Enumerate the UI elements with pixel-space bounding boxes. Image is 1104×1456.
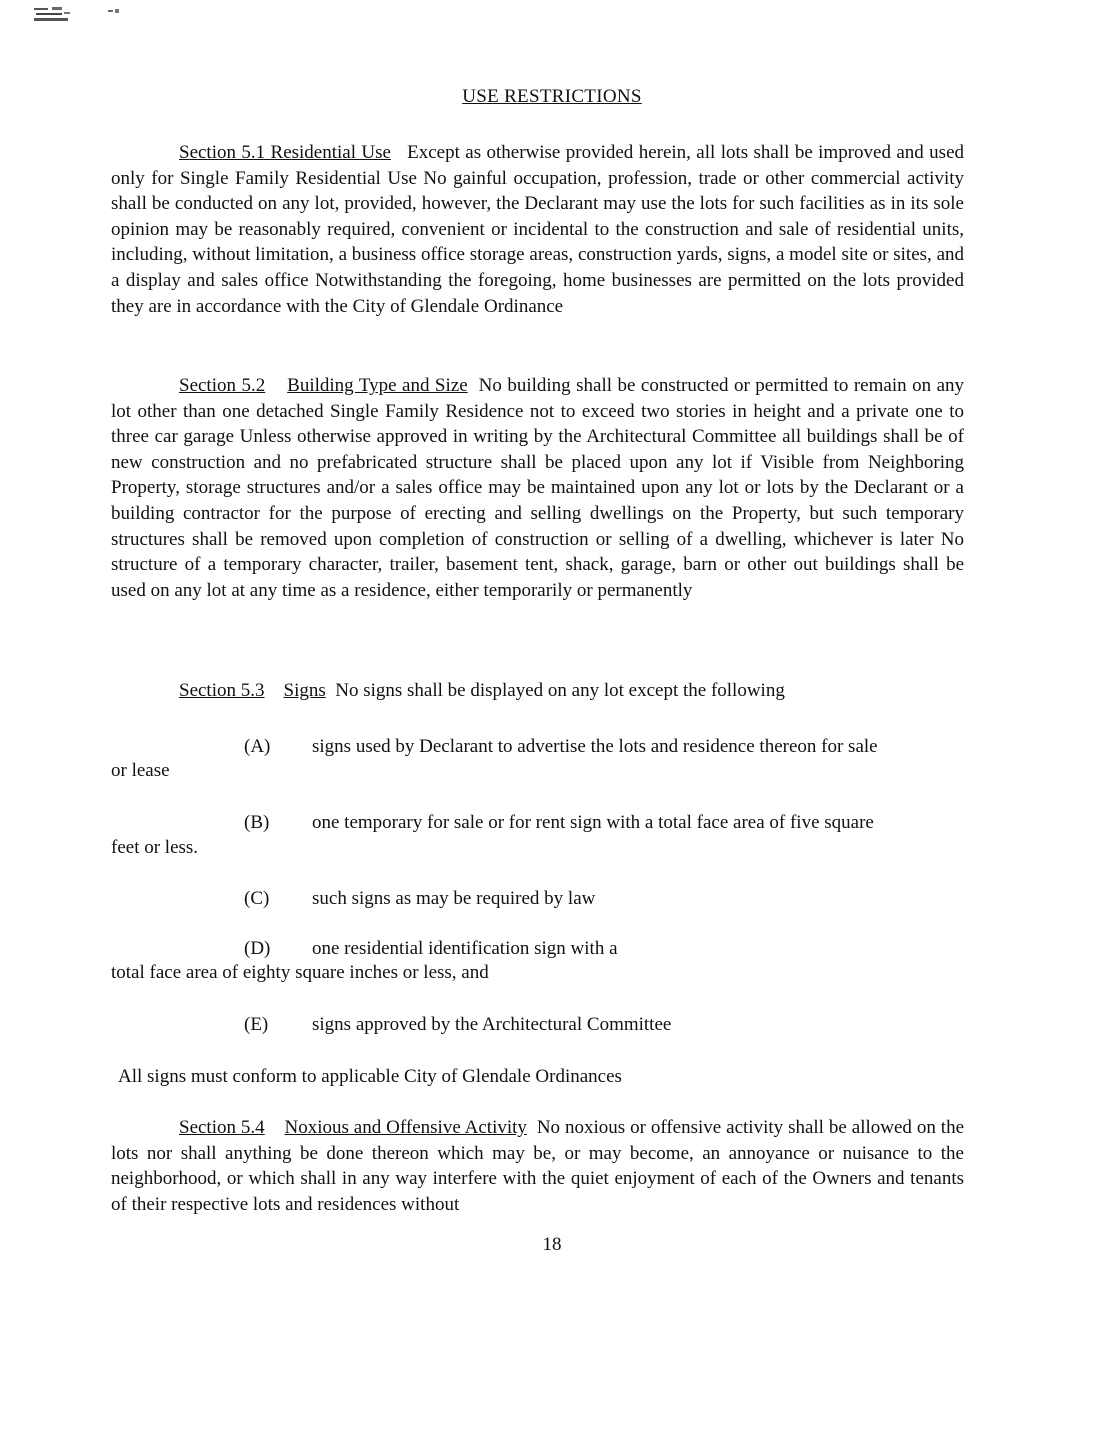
section-5-4-body: No noxious or offensive activity shall be allowed on the lots nor shall anything be done thereon which may be, or may become, an annoyance or nuisance to the neighborhood, or which shall in any way interfere with the quiet enjoyment of each of the Owners and tenants of their respective lots and residences without	[111, 1117, 965, 1215]
sign-item-label: (D)	[244, 938, 271, 959]
scan-artifact-mark	[108, 8, 120, 16]
sign-item-continuation: or lease	[111, 760, 170, 781]
page-title: USE RESTRICTIONS	[462, 86, 642, 107]
sign-item-text: one residential identification sign with a	[312, 938, 618, 959]
section-5-3-intro: No signs shall be displayed on any lot except the following	[335, 680, 785, 701]
page-number: 18	[542, 1234, 562, 1255]
scan-artifact-mark	[34, 6, 74, 24]
sign-item-label: (A)	[244, 736, 271, 757]
section-5-3-closing: All signs must conform to applicable City of Glendale Ordinances	[118, 1066, 622, 1087]
section-5-4-heading: Section 5.4	[179, 1117, 265, 1138]
section-5-1-body: Except as otherwise provided herein, all lots shall be improved and used only for Single Family Residential Use No gainful occupation, profession, trade or other commercial activity shall be conducted on any lot, provided, however, the Declarant may use the lots for such facilities as in its sole opinion may be reasonably required, convenient or incidental to the construction and sale of residential units, including, without limitation, a business office storage areas, construction yards, signs, a model site or sites, and a display and sales office Notwithstanding the foregoing, home businesses are permitted on the lots provided they are in accordance with the City of Glendale Ordinance	[111, 142, 965, 317]
sign-item-label: (C)	[244, 888, 270, 909]
sign-item-label: (B)	[244, 812, 270, 833]
sign-item-text: signs approved by the Architectural Committee	[312, 1014, 672, 1035]
section-5-2-body: No building shall be constructed or permitted to remain on any lot other than one detached Single Family Residence not to exceed two stories in height and a private one to three car garage Unless otherwise approved in writing by the Architectural Committee all buildings shall be of new construction and no prefabricated structure shall be placed upon any lot if Visible from Neighboring Property, storage structures and/or a sales office may be maintained upon any lot or lots by the Declarant or a building contractor for the purpose of erecting and selling dwellings on the Property, but such temporary structures shall be removed upon completion of construction or selling of a dwelling, whichever is later No structure of a temporary character, trailer, basement tent, shack, garage, barn or other out buildings shall be used on any lot at any time as a residence, either temporarily or permanently	[111, 375, 965, 601]
sign-item-text: such signs as may be required by law	[312, 888, 596, 909]
section-5-3-intro-line	[179, 680, 785, 702]
sign-item-continuation: total face area of eighty square inches or less, and	[111, 962, 489, 983]
section-5-2-heading: Section 5.2	[179, 375, 266, 396]
section-5-2-subheading: Building Type and Size	[287, 375, 468, 396]
section-5-1	[111, 140, 964, 319]
section-5-4	[111, 1115, 964, 1217]
section-5-3-heading: Section 5.3	[179, 680, 265, 701]
sign-item	[244, 736, 878, 758]
sign-item	[244, 812, 874, 834]
sign-item	[244, 1014, 671, 1036]
section-5-4-subheading: Noxious and Offensive Activity	[284, 1117, 527, 1138]
sign-item	[244, 888, 595, 910]
sign-item	[244, 938, 618, 960]
section-5-2	[111, 373, 964, 603]
sign-item-text: one temporary for sale or for rent sign with a total face area of five square	[312, 812, 874, 833]
section-5-1-heading: Section 5.1 Residential Use	[179, 142, 391, 163]
sign-item-label: (E)	[244, 1014, 269, 1035]
section-5-3-subheading: Signs	[283, 680, 326, 701]
sign-item-continuation: feet or less.	[111, 837, 199, 858]
sign-item-text: signs used by Declarant to advertise the lots and residence thereon for sale	[312, 736, 878, 757]
